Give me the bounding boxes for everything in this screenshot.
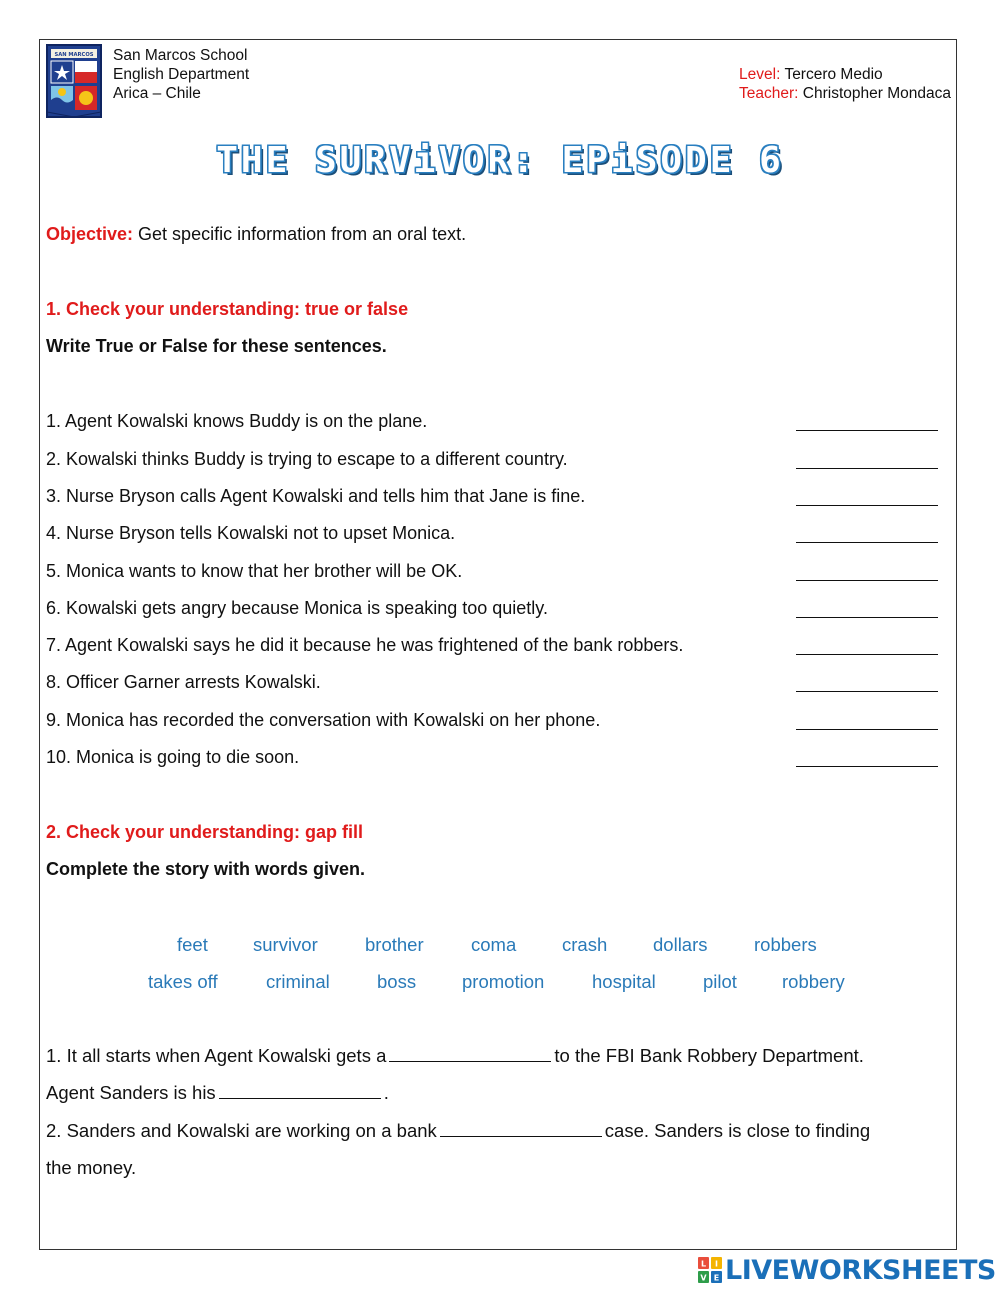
section1-instruction: Write True or False for these sentences. bbox=[46, 336, 387, 356]
crest-banner-text: SAN MARCOS bbox=[54, 52, 94, 58]
svg-text:L: L bbox=[700, 1259, 707, 1269]
gap-sentence-1 bbox=[46, 1045, 864, 1067]
gap-text: 2. Sanders and Kowalski are working on a bank bbox=[46, 1120, 437, 1141]
tf-statement: 4. Nurse Bryson tells Kowalski not to upset Monica. bbox=[46, 523, 456, 543]
gap-text: . bbox=[383, 1082, 389, 1103]
gap-sentence-2 bbox=[46, 1120, 870, 1142]
objective-label: Objective: bbox=[46, 224, 134, 244]
tf-answer-blank[interactable] bbox=[796, 766, 938, 767]
word-bank-item: hospital bbox=[592, 971, 656, 992]
tf-statement: 10. Monica is going to die soon. bbox=[46, 747, 300, 767]
gap-text: to the FBI Bank Robbery Department. bbox=[554, 1045, 864, 1066]
word-bank-item: survivor bbox=[253, 934, 318, 955]
gap-text: Agent Sanders is his bbox=[46, 1082, 216, 1103]
section2-instruction: Complete the story with words given. bbox=[46, 859, 366, 879]
liveworksheets-brand: LIVEWORKSHEETS bbox=[725, 1254, 996, 1286]
school-info bbox=[113, 46, 249, 103]
word-bank-item: coma bbox=[471, 934, 517, 955]
word-bank-item: robbers bbox=[754, 934, 817, 955]
gap-sentence-1-cont bbox=[46, 1082, 389, 1104]
tf-answer-blank[interactable] bbox=[796, 580, 938, 581]
svg-text:E: E bbox=[713, 1273, 720, 1283]
gap-blank[interactable] bbox=[389, 1047, 551, 1062]
worksheet-title: THE SURViVOR: EPiSODE 6 bbox=[216, 140, 784, 181]
word-bank-item: criminal bbox=[266, 971, 330, 992]
gap-blank[interactable] bbox=[440, 1122, 602, 1137]
tf-answer-blank[interactable] bbox=[796, 654, 938, 655]
word-bank-item: boss bbox=[377, 971, 417, 992]
liveworksheets-badge-icon bbox=[698, 1257, 722, 1283]
word-bank-item: pilot bbox=[703, 971, 737, 992]
gap-blank[interactable] bbox=[219, 1084, 381, 1099]
school-crest-icon bbox=[46, 44, 102, 118]
tf-statement: 2. Kowalski thinks Buddy is trying to escape to a different country. bbox=[46, 449, 568, 469]
objective bbox=[46, 224, 466, 245]
location: Arica – Chile bbox=[113, 85, 201, 102]
word-bank-item: brother bbox=[365, 934, 424, 955]
teacher-label: Teacher: bbox=[739, 85, 799, 102]
level-label: Level: bbox=[739, 66, 781, 83]
tf-answer-blank[interactable] bbox=[796, 430, 938, 431]
word-bank-item: robbery bbox=[782, 971, 845, 992]
tf-statement: 1. Agent Kowalski knows Buddy is on the plane. bbox=[46, 411, 428, 431]
objective-text: Get specific information from an oral text. bbox=[138, 224, 467, 244]
tf-statement: 8. Officer Garner arrests Kowalski. bbox=[46, 672, 321, 692]
word-bank-item: crash bbox=[562, 934, 608, 955]
tf-answer-blank[interactable] bbox=[796, 691, 938, 692]
teacher-value: Christopher Mondaca bbox=[802, 85, 951, 102]
tf-answer-blank[interactable] bbox=[796, 617, 938, 618]
section2-heading: 2. Check your understanding: gap fill bbox=[46, 822, 364, 842]
word-bank-item: promotion bbox=[462, 971, 545, 992]
section1-heading: 1. Check your understanding: true or false bbox=[46, 299, 409, 319]
school-name: San Marcos School bbox=[113, 47, 248, 64]
department: English Department bbox=[113, 66, 250, 83]
liveworksheets-logo[interactable] bbox=[698, 1256, 996, 1284]
word-bank-item: dollars bbox=[653, 934, 708, 955]
tf-answer-blank[interactable] bbox=[796, 729, 938, 730]
tf-statement: 9. Monica has recorded the conversation with Kowalski on her phone. bbox=[46, 710, 601, 730]
svg-text:V: V bbox=[700, 1273, 707, 1283]
level-row bbox=[739, 65, 951, 84]
tf-statement: 7. Agent Kowalski says he did it because he was frightened of the bank robbers. bbox=[46, 635, 684, 655]
tf-statement: 5. Monica wants to know that her brother will be OK. bbox=[46, 561, 463, 581]
gap-text: 1. It all starts when Agent Kowalski gets a bbox=[46, 1045, 387, 1066]
tf-statement: 6. Kowalski gets angry because Monica is speaking too quietly. bbox=[46, 598, 548, 618]
tf-answer-blank[interactable] bbox=[796, 542, 938, 543]
gap-sentence-2-cont: the money. bbox=[46, 1157, 137, 1178]
tf-statement: 3. Nurse Bryson calls Agent Kowalski and tells him that Jane is fine. bbox=[46, 486, 586, 506]
svg-text:I: I bbox=[715, 1259, 718, 1269]
level-value: Tercero Medio bbox=[784, 66, 883, 83]
word-bank-item: feet bbox=[177, 934, 208, 955]
gap-text: case. Sanders is close to finding bbox=[604, 1120, 871, 1141]
tf-answer-blank[interactable] bbox=[796, 468, 938, 469]
word-bank-item: takes off bbox=[148, 971, 218, 992]
level-teacher-info bbox=[739, 65, 951, 103]
teacher-row bbox=[739, 84, 951, 103]
tf-answer-blank[interactable] bbox=[796, 505, 938, 506]
